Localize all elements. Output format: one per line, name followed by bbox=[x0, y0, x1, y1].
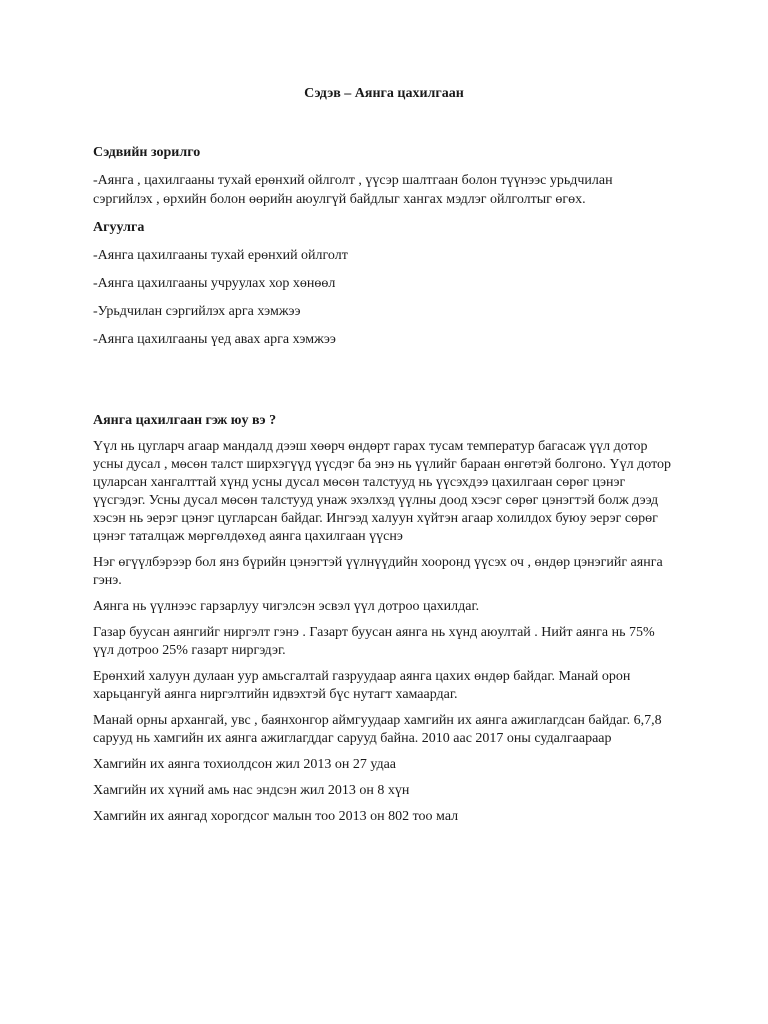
paragraph: Манай орны архангай, увс , баянхонгор аймгуудаар хамгийн их аянга ажиглагдсан байдаг. 6,7,8 сарууд нь хамгийн их аянга ажиглагддаг сарууд байна. 2010 аас 2017 оны судалгаараар bbox=[93, 713, 662, 746]
content-item: -Аянга цахилгааны тухай ерөнхий ойлголт bbox=[93, 248, 348, 263]
intro-section bbox=[93, 143, 673, 358]
paragraph: Хамгийн их аянга тохиолдсон жил 2013 он 27 удаа bbox=[93, 757, 397, 772]
content-heading: Агуулга bbox=[93, 220, 145, 235]
what-is-heading: Аянга цахилгаан гэж юу вэ ? bbox=[93, 413, 277, 428]
goal-text: -Аянга , цахилгааны тухай ерөнхий ойлголт , үүсэр шалтгаан болон түүнээс урьдчилан сэргийлэх , өрхийн болон өөрийн аюулгүй байдлыг хангах мэдлэг ойлголтыг өгөх. bbox=[93, 173, 613, 207]
content-item: -Аянга цахилгааны учруулах хор хөнөөл bbox=[93, 276, 336, 291]
paragraph: Нэг өгүүлбэрээр бол янз бүрийн цэнэгтэй үүлнүүдийн хооронд үүсэх оч , өндөр цэнэгийг аянга гэнэ. bbox=[93, 555, 663, 588]
paragraph: Хамгийн их аянгад хорогдсог малын тоо 2013 он 802 тоо мал bbox=[93, 809, 459, 824]
content-item: -Урьдчилан сэргийлэх арга хэмжээ bbox=[93, 304, 301, 319]
paragraph: Газар буусан аянгийг ниргэлт гэнэ . Газарт буусан аянга нь хүнд аюултай . Нийт аянга нь 75% үүл дотроо 25% газарт ниргэдэг. bbox=[93, 625, 655, 658]
goal-heading: Сэдвийн зорилго bbox=[93, 145, 201, 160]
content-item: -Аянга цахилгааны үед авах арга хэмжээ bbox=[93, 332, 336, 347]
paragraph: Хамгийн их хүний амь нас эндсэн жил 2013 он 8 хүн bbox=[93, 783, 410, 798]
document-title: Сэдэв – Аянга цахилгаан bbox=[304, 86, 464, 101]
paragraph: Ерөнхий халуун дулаан уур амьсгалтай газруудаар аянга цахих өндөр байдаг. Манай орон харьцангуй аянга ниргэлтийн идвэхтэй бүс нутагт хамаардаг. bbox=[93, 669, 631, 702]
lightning-section bbox=[93, 411, 673, 834]
paragraph: Үүл нь цугларч агаар мандалд дээш хөөрч өндөрт гарах тусам температур багасаж үүл дотор усны дусал , мөсөн талст ширхэгүүд үүсдэг ба энэ нь үүлийг бараан өнгөтэй болгоно. Үүл дотор цуларсан хангалттай хүнд усны дусал мөсөн талстууд нь үүсэхдээ цахилгаан сөрөг цэнэг үүсгэдэг. Усны дусал мөсөн талстууд унаж эхэлхэд үүлны доод хэсэг сөрөг цэнэгтэй болж дээд хэсэн нь эерэг цэнэг цугларсан байдаг. Ингээд халуун хүйтэн агаар холилдох буюу эерэг сөрөг цэнэг таталцаж мөргөлдөхөд аянга цахилгаан үүснэ bbox=[93, 439, 672, 544]
paragraph: Аянга нь үүлнээс гарзарлуу чигэлсэн эсвэл үүл дотроо цахилдаг. bbox=[93, 599, 480, 614]
